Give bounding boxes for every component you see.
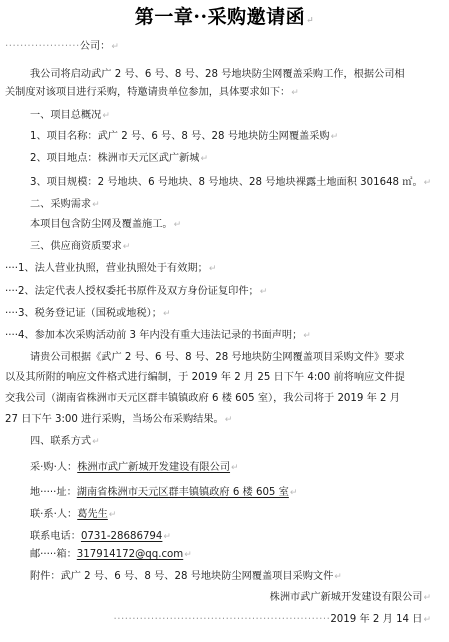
- paragraph-mark: ↵: [259, 287, 268, 297]
- paragraph-mark: ↵: [291, 88, 299, 98]
- contact-value: 葛先生: [77, 509, 108, 520]
- contact-label: 地·····址：: [30, 487, 77, 498]
- attachment-value: 武广 2 号、6 号、8 号、28 号地块防尘网覆盖项目采购文件: [60, 571, 334, 582]
- contact-value: 湖南省株洲市天元区群丰镇镇政府 6 楼 605 室: [76, 487, 289, 498]
- signature-blank: ··························································: [113, 614, 331, 625]
- section-2-body-text: 本项目包含防尘网及覆盖施工。: [30, 219, 173, 230]
- paragraph-mark: ↵: [111, 42, 119, 52]
- section-4-heading: [30, 435, 100, 449]
- intro-line-2: [5, 86, 299, 100]
- paragraph-mark: ↵: [224, 415, 233, 425]
- attachment-label: 附件：: [30, 571, 61, 582]
- signature-date-line: [5, 613, 431, 627]
- paragraph-mark: ↵: [334, 572, 342, 582]
- contact-label: 邮·····箱：: [30, 549, 77, 560]
- paragraph-mark: ↵: [162, 309, 171, 319]
- section-1-heading-text: 一、项目总概况: [30, 110, 102, 121]
- paragraph-mark: ↵: [231, 463, 239, 473]
- submission-line-2: 以及其所附的响应文件格式进行编制，于 2019 年 2 月 25 日下午 4:00 前将响应文件提: [5, 372, 405, 383]
- paragraph-mark: ↵: [423, 178, 432, 188]
- section-2-heading-text: 二、采购需求: [30, 199, 92, 210]
- item-text: 1、项目名称：武广 2 号、6 号、8 号、28 号地块防尘网覆盖采购: [30, 131, 330, 142]
- section-3-item-2: [5, 285, 267, 299]
- contact-person: [30, 508, 116, 522]
- attachment-line: [30, 570, 342, 584]
- section-1-item-2: [30, 152, 208, 166]
- item-text: ····2、法定代表人授权委托书原件及双方身份证复印件；: [5, 286, 259, 297]
- signature-date: 2019 年 2 月 14 日: [330, 614, 423, 625]
- submission-line-4-text: 27 日下午 3:00 进行采购，当场公布采购结果。: [5, 414, 224, 425]
- contact-label: 联·系·人：: [30, 509, 78, 520]
- item-text: ····4、参加本次采购活动前 3 年内没有重大违法记录的书面声明；: [5, 330, 303, 341]
- submission-line-4: [5, 413, 232, 427]
- paragraph-mark: ↵: [173, 220, 182, 230]
- contact-purchaser: [30, 461, 239, 475]
- section-1-heading: [30, 109, 110, 123]
- paragraph-mark: ↵: [92, 200, 100, 210]
- paragraph-mark: ↵: [208, 264, 217, 274]
- item-text: ····3、税务登记证（国税或地税）；: [5, 308, 162, 319]
- paragraph-mark: ↵: [108, 510, 117, 520]
- section-3-item-1: [5, 262, 216, 276]
- paragraph-mark: ↵: [122, 242, 131, 252]
- paragraph-mark: ↵: [184, 550, 192, 560]
- section-4-heading-text: 四、联系方式: [30, 436, 92, 447]
- paragraph-mark: ↵: [163, 532, 171, 542]
- section-3-item-3: [5, 307, 171, 321]
- contact-label: 联系电话：: [30, 531, 81, 542]
- section-1-item-1: [30, 130, 338, 144]
- section-3-item-4: [5, 329, 311, 343]
- paragraph-mark: ↵: [330, 132, 339, 142]
- paragraph-mark: ↵: [102, 111, 110, 121]
- submission-line-3: 交我公司（湖南省株洲市天元区群丰镇镇政府 6 楼 605 室），我公司将于 2019 年 2 月: [5, 393, 400, 404]
- paragraph-mark: ↵: [423, 615, 431, 625]
- contact-phone: [30, 530, 171, 544]
- title-text: 第一章··采购邀请函: [134, 6, 306, 28]
- contact-address: [30, 486, 297, 500]
- item-text: 2、项目地点：株洲市天元区武广新城: [30, 153, 200, 164]
- contact-label: 采·购·人：: [30, 462, 78, 473]
- paragraph-mark: ↵: [92, 437, 100, 447]
- intro-line-2-text: 关制度对该项目进行采购，特邀请贵单位参加，具体要求如下：: [5, 87, 291, 98]
- addressee-line: [5, 40, 119, 54]
- addressee-label: 公司：: [79, 41, 111, 52]
- paragraph-mark: ↵: [200, 154, 209, 164]
- paragraph-mark: ↵: [303, 331, 311, 341]
- item-text: 3、项目规模：2 号地块、6 号地块、8 号地块、28 号地块裸露土地面积 301648 ㎡。: [30, 177, 423, 188]
- section-3-heading-text: 三、供应商资质要求: [30, 241, 122, 252]
- section-2-body: [30, 218, 181, 232]
- item-text: ····1、法人营业执照，营业执照处于有效期；: [5, 263, 208, 274]
- contact-value: 株洲市武广新城开发建设有限公司: [77, 462, 231, 473]
- submission-line-1: 请贵公司根据《武广 2 号、6 号、8 号、28 号地块防尘网覆盖项目采购文件》要求: [30, 352, 405, 363]
- contact-value: 0731-28686794: [80, 531, 163, 542]
- paragraph-mark: ↵: [289, 488, 298, 498]
- contact-email: [30, 548, 192, 562]
- intro-line-1: 我公司将启动武广 2 号、6 号、8 号、28 号地块防尘网覆盖采购工作，根据公司相: [30, 69, 405, 80]
- addressee-blank: ····················: [5, 41, 80, 52]
- section-2-heading: [30, 198, 100, 212]
- contact-value: 317914172@qq.com: [76, 549, 184, 560]
- paragraph-mark: ↵: [306, 16, 315, 26]
- signature-company-text: 株洲市武广新城开发建设有限公司: [269, 592, 423, 603]
- signature-company: [270, 591, 431, 605]
- section-1-item-3: [30, 176, 431, 190]
- document-title: [0, 2, 449, 29]
- section-3-heading: [30, 240, 130, 254]
- paragraph-mark: ↵: [423, 593, 431, 603]
